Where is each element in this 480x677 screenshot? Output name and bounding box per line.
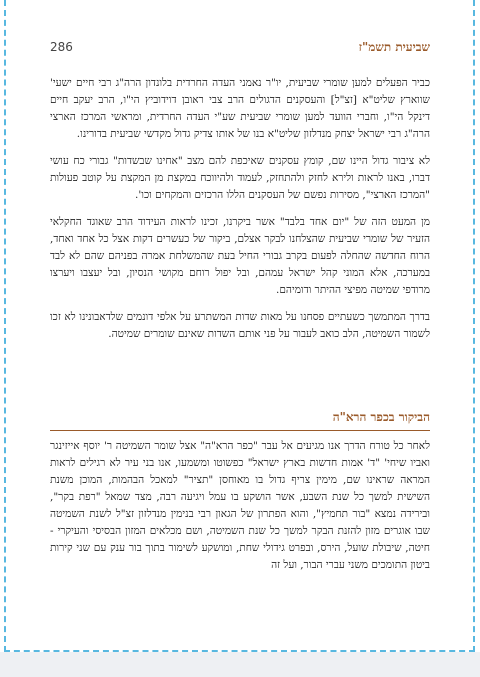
page-number: 286	[50, 40, 73, 54]
paragraph: בדרך המתמשך כשעתיים פסחנו על מאות שדות המשתרע על אלפי דונמים שלדאבונינו לא זכו לשמור השמיטה, הלב כואב לעבור על פני אותם השדות שאינם שומרים שמיטה.	[50, 311, 430, 340]
section-divider	[50, 430, 430, 431]
page-border-bottom	[4, 650, 475, 652]
paragraph: לאחר כל טורח הדרך אנו מגיעים אל עבר "כפר הרא"ה" אצל שומר השמיטה ר' יוסף אייזינגר ואביו שיחי' "ד' אמות חדשות בארץ ישראל" כפשוטו ומשמעו, אנו בני עיר לא רגילים לראות המראה שראינו שם, מימין צריף גדול בו מאוחסן "תציר" למאכל הבהמות, המוכן משנת השישית למשך כל שנת השבע, אשר הושקע בו עמל ויגיעה רבה, מצד שמאל "רפת בקר", ובירידה נמצא "בור תחמיץ", והוא הפתרון של הגאון רבי בנימין מנדלזון זצ"ל לשנת השמיטה שבו אוגרים מזון להזנת הבקר למשך כל שנת השמיטה, ושם מכלאים המזון הבסיסי והעיקרי - חיטה, שיבולת שועל, הירס, ובפרט גידולי שחת, ומושקע לשימור בתוך בור ענק עם שני קירות ביטון התומכים משני עברי הבור, ועל זה	[50, 440, 430, 571]
page-border-right	[473, 0, 475, 652]
page-header	[50, 40, 430, 56]
paragraph: מן המעט הזה של "יום אחד בלבד" אשר ביקרנו, זכינו לראות העידוד הרב שאוגד החקלאי הזעיר של שומרי שביעית שהצלחנו לבקר אצלם, ביקור של כעשרים דקות אצל כל אחד ואחד, הרוח החדשה שהחלה לפעום בקרב גבורי החיל בעת שהמשלחת אמרה בפניהם שהם לא לבד במערכה, אלא המוני קהל ישראל עמהם, ובל יפול רוחם מקושי הנסיון, ובל יעצבו ויערצו מרודפי שמיטה מפיצי ההיתר ודומיהם.	[50, 216, 430, 296]
running-title: שביעית תשמ"ז	[358, 40, 430, 54]
section-heading: הביקור בכפר הרא"ה	[332, 410, 430, 424]
paragraph: כביר הפעלים למען שומרי שביעית, יו"ר נאמני העדה החרדית בלונדון הרה"ג רבי חיים ישעי' שווארץ שליט"א [זצ"ל] והעסקנים הדגולים הרב צבי ראובן דוידוביץ הי"ו, הרב יעקב חיים דינקל הי"ו, וחברי הוועד למען שומרי שביעית שע"י העדה החרדית, ומראשי המרכז הארצי הרה"ג רבי ישראל יצחק מנדלזון שליט"א בנו של אותו צדיק גדול מקדשי שביעית בדורינו.	[50, 77, 430, 140]
page-border-left	[4, 0, 6, 652]
section-body	[50, 438, 430, 584]
body-text	[50, 75, 430, 353]
paragraph: לא ציבור גדול היינו שם, קומץ עסקנים שאיכפת להם מצב "אחינו שבשדות" גבורי כח עושי דברו, באנו לראות ולירא לחזק ולהתחזק, לעמוד ולהיווכח במקצת מן המקצת על קוטב פעולות "המרכז הארצי", מסירות נפשם של העסקנים הללו הרכזים והמקחים וכו'.	[50, 155, 430, 201]
